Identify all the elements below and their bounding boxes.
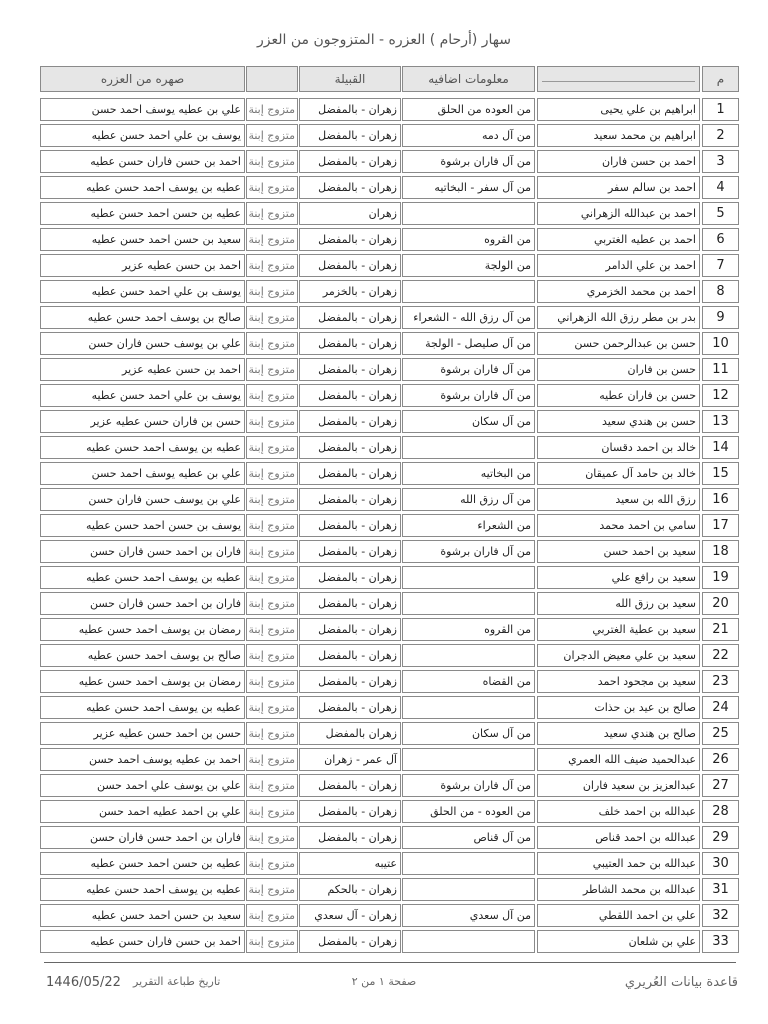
row-name: عبدالعزيز بن سعيد فاران — [537, 774, 700, 797]
row-status: متزوج إبنة — [246, 488, 298, 511]
row-status: متزوج إبنة — [246, 774, 298, 797]
row-name: صالح بن عيد بن حذات — [537, 696, 700, 719]
row-name: سعيد بن احمد حسن — [537, 540, 700, 563]
table-row — [40, 800, 739, 826]
row-info: من آل فاران برشوة — [402, 774, 535, 797]
row-tribe: زهران بالمفضل — [299, 722, 401, 745]
row-inlaw: يوسف بن علي احمد حسن عطيه — [40, 384, 245, 407]
table-row — [40, 878, 739, 904]
row-tribe: زهران - بالمفضل — [299, 410, 401, 433]
row-tribe: زهران - بالمفضل — [299, 384, 401, 407]
row-tribe: زهران — [299, 202, 401, 225]
row-tribe: زهران - بالمفضل — [299, 514, 401, 537]
row-info — [402, 878, 535, 901]
row-status: متزوج إبنة — [246, 358, 298, 381]
row-inlaw: عطيه بن حسن احمد حسن عطيه — [40, 852, 245, 875]
row-info — [402, 930, 535, 953]
row-status: متزوج إبنة — [246, 280, 298, 303]
table-row — [40, 176, 739, 202]
row-status: متزوج إبنة — [246, 618, 298, 641]
table-row — [40, 566, 739, 592]
row-tribe: زهران - بالمفضل — [299, 228, 401, 251]
row-index: 8 — [702, 280, 739, 303]
row-inlaw: عطيه بن يوسف احمد حسن عطيه — [40, 566, 245, 589]
row-inlaw: احمد بن حسن عطيه عزير — [40, 254, 245, 277]
row-info: من آل سفر - البخاتيه — [402, 176, 535, 199]
row-status: متزوج إبنة — [246, 800, 298, 823]
table-row — [40, 618, 739, 644]
table-row — [40, 254, 739, 280]
row-tribe: زهران - آل سعدي — [299, 904, 401, 927]
row-inlaw: فاران بن احمد حسن فاران حسن — [40, 592, 245, 615]
row-name: حسن بن هندي سعيد — [537, 410, 700, 433]
table-row — [40, 930, 739, 956]
row-tribe: زهران - بالمفضل — [299, 332, 401, 355]
row-info: من الشعراء — [402, 514, 535, 537]
row-tribe: زهران - بالمفضل — [299, 592, 401, 615]
row-tribe: زهران - بالمفضل — [299, 436, 401, 459]
table-row — [40, 228, 739, 254]
row-name: حسن بن عبدالرحمن حسن — [537, 332, 700, 355]
row-status: متزوج إبنة — [246, 254, 298, 277]
row-info: من آل سعدي — [402, 904, 535, 927]
row-name: سعيد بن مجحود احمد — [537, 670, 700, 693]
row-name: سعيد بن علي معيض الدجران — [537, 644, 700, 667]
row-index: 20 — [702, 592, 739, 615]
row-name: سعيد بن رافع علي — [537, 566, 700, 589]
row-status: متزوج إبنة — [246, 436, 298, 459]
row-index: 15 — [702, 462, 739, 485]
row-index: 14 — [702, 436, 739, 459]
table-row — [40, 150, 739, 176]
row-name: عبدالله بن احمد قناص — [537, 826, 700, 849]
row-info — [402, 592, 535, 615]
row-tribe: زهران - بالمفضل — [299, 488, 401, 511]
table-row — [40, 436, 739, 462]
table-row — [40, 384, 739, 410]
row-info: من القروه — [402, 618, 535, 641]
row-inlaw: يوسف بن علي احمد حسن عطيه — [40, 280, 245, 303]
table-row — [40, 358, 739, 384]
row-index: 30 — [702, 852, 739, 875]
row-info: من الولجة — [402, 254, 535, 277]
row-name: رزق الله بن سعيد — [537, 488, 700, 511]
table-row — [40, 748, 739, 774]
row-info: من آل سكان — [402, 410, 535, 433]
row-inlaw: احمد بن حسن فاران حسن عطيه — [40, 150, 245, 173]
row-status: متزوج إبنة — [246, 98, 298, 121]
row-name: احمد بن محمد الخزمري — [537, 280, 700, 303]
row-tribe: زهران - بالمفضل — [299, 774, 401, 797]
table-row — [40, 410, 739, 436]
row-name: علي بن احمد اللقطي — [537, 904, 700, 927]
footer-print-date: 1446/05/22 — [46, 975, 121, 990]
row-inlaw: عطيه بن يوسف احمد حسن عطيه — [40, 176, 245, 199]
table-row — [40, 202, 739, 228]
row-index: 33 — [702, 930, 739, 953]
row-info — [402, 566, 535, 589]
table-row — [40, 98, 739, 124]
row-info — [402, 644, 535, 667]
row-status: متزوج إبنة — [246, 150, 298, 173]
row-name: ابراهيم بن محمد سعيد — [537, 124, 700, 147]
row-tribe: آل عمر - زهران — [299, 748, 401, 771]
table-header — [40, 66, 739, 94]
row-tribe: زهران - بالمفضل — [299, 540, 401, 563]
row-tribe: زهران - بالمفضل — [299, 644, 401, 667]
row-inlaw: سعيد بن حسن احمد حسن عطيه — [40, 904, 245, 927]
row-index: 23 — [702, 670, 739, 693]
table-row — [40, 904, 739, 930]
row-name: حسن بن فاران — [537, 358, 700, 381]
row-inlaw: رمضان بن يوسف احمد حسن عطيه — [40, 618, 245, 641]
row-name: سعيد بن عطية الغتربي — [537, 618, 700, 641]
row-index: 22 — [702, 644, 739, 667]
table-row — [40, 592, 739, 618]
footer-divider — [44, 962, 736, 963]
row-tribe: زهران - بالمفضل — [299, 150, 401, 173]
row-status: متزوج إبنة — [246, 332, 298, 355]
row-inlaw: احمد بن حسن فاران حسن عطيه — [40, 930, 245, 953]
row-name: صالح بن هندي سعيد — [537, 722, 700, 745]
row-index: 25 — [702, 722, 739, 745]
row-status: متزوج إبنة — [246, 852, 298, 875]
row-index: 10 — [702, 332, 739, 355]
table-row — [40, 826, 739, 852]
row-inlaw: علي بن يوسف علي احمد حسن — [40, 774, 245, 797]
row-name: عبدالحميد ضيف الله العمري — [537, 748, 700, 771]
row-name: سامي بن احمد محمد — [537, 514, 700, 537]
row-inlaw: عطيه بن يوسف احمد حسن عطيه — [40, 878, 245, 901]
row-status: متزوج إبنة — [246, 514, 298, 537]
row-status: متزوج إبنة — [246, 306, 298, 329]
row-status: متزوج إبنة — [246, 748, 298, 771]
row-index: 4 — [702, 176, 739, 199]
row-index: 7 — [702, 254, 739, 277]
row-status: متزوج إبنة — [246, 592, 298, 615]
row-info — [402, 202, 535, 225]
row-index: 9 — [702, 306, 739, 329]
row-index: 2 — [702, 124, 739, 147]
table-row — [40, 722, 739, 748]
row-inlaw: علي بن يوسف حسن فاران حسن — [40, 332, 245, 355]
row-info: من البخاتيه — [402, 462, 535, 485]
row-inlaw: علي بن عطيه يوسف احمد حسن — [40, 98, 245, 121]
row-name: خالد بن حامد آل عميقان — [537, 462, 700, 485]
row-inlaw: علي بن يوسف حسن فاران حسن — [40, 488, 245, 511]
table-row — [40, 280, 739, 306]
row-info: من القضاه — [402, 670, 535, 693]
table-row — [40, 644, 739, 670]
table-row — [40, 332, 739, 358]
row-tribe: زهران - بالمفضل — [299, 800, 401, 823]
row-info: من آل فاران برشوة — [402, 150, 535, 173]
row-tribe: زهران - بالمفضل — [299, 306, 401, 329]
row-index: 31 — [702, 878, 739, 901]
table-row — [40, 696, 739, 722]
report-title: سهار (أرحام ) العزره - المتزوجون من العزر — [257, 32, 511, 48]
row-name: عبدالله بن محمد الشاطر — [537, 878, 700, 901]
header-tribe: القبيلة — [299, 66, 401, 92]
row-tribe: زهران - بالحكم — [299, 878, 401, 901]
row-index: 6 — [702, 228, 739, 251]
row-name: علي بن شلعان — [537, 930, 700, 953]
table-row — [40, 462, 739, 488]
row-tribe: عتيبه — [299, 852, 401, 875]
row-status: متزوج إبنة — [246, 566, 298, 589]
row-index: 26 — [702, 748, 739, 771]
table-row — [40, 774, 739, 800]
table-row — [40, 306, 739, 332]
row-info — [402, 852, 535, 875]
row-info: من آل سكان — [402, 722, 535, 745]
row-index: 18 — [702, 540, 739, 563]
row-index: 1 — [702, 98, 739, 121]
header-status — [246, 66, 298, 92]
row-tribe: زهران - بالمفضل — [299, 176, 401, 199]
row-index: 3 — [702, 150, 739, 173]
row-inlaw: سعيد بن حسن احمد حسن عطيه — [40, 228, 245, 251]
table-row — [40, 852, 739, 878]
row-name: احمد بن سالم سفر — [537, 176, 700, 199]
row-info — [402, 280, 535, 303]
row-index: 29 — [702, 826, 739, 849]
row-info: من آل فاران برشوة — [402, 384, 535, 407]
row-info: من آل صليصل - الولجة — [402, 332, 535, 355]
row-inlaw: رمضان بن يوسف احمد حسن عطيه — [40, 670, 245, 693]
row-info — [402, 748, 535, 771]
header-info: معلومات اضافيه — [402, 66, 535, 92]
row-index: 17 — [702, 514, 739, 537]
row-inlaw: يوسف بن حسن احمد حسن عطيه — [40, 514, 245, 537]
row-status: متزوج إبنة — [246, 540, 298, 563]
row-info: من آل قناص — [402, 826, 535, 849]
row-tribe: زهران - بالمفضل — [299, 98, 401, 121]
header-name — [537, 66, 700, 92]
row-inlaw: علي بن احمد عطيه احمد حسن — [40, 800, 245, 823]
footer-date-label: تاريخ طباعة التقرير — [133, 975, 221, 988]
row-name: حسن بن فاران عطيه — [537, 384, 700, 407]
row-info: من آل رزق الله - الشعراء — [402, 306, 535, 329]
row-name: بدر بن مطر رزق الله الزهراني — [537, 306, 700, 329]
row-tribe: زهران - بالمفضل — [299, 124, 401, 147]
row-inlaw: فاران بن احمد حسن فاران حسن — [40, 826, 245, 849]
row-status: متزوج إبنة — [246, 904, 298, 927]
row-index: 19 — [702, 566, 739, 589]
row-info: من القروه — [402, 228, 535, 251]
row-inlaw: صالح بن يوسف احمد حسن عطيه — [40, 306, 245, 329]
table-row — [40, 488, 739, 514]
row-inlaw: احمد بن عطيه يوسف احمد حسن — [40, 748, 245, 771]
row-name: احمد بن حسن فاران — [537, 150, 700, 173]
row-status: متزوج إبنة — [246, 462, 298, 485]
row-name: احمد بن عطيه الغتربي — [537, 228, 700, 251]
row-inlaw: احمد بن حسن عطيه عزير — [40, 358, 245, 381]
row-info — [402, 436, 535, 459]
row-name: احمد بن عبدالله الزهراني — [537, 202, 700, 225]
row-inlaw: حسن بن احمد حسن عطيه عزير — [40, 722, 245, 745]
row-tribe: زهران - بالمفضل — [299, 358, 401, 381]
row-index: 16 — [702, 488, 739, 511]
row-info: من العوده من الحلق — [402, 98, 535, 121]
footer-page-number: صفحة ١ من ٢ — [351, 975, 417, 988]
table-body — [40, 98, 739, 956]
row-status: متزوج إبنة — [246, 384, 298, 407]
row-name: احمد بن علي الدامر — [537, 254, 700, 277]
footer-database-name: قاعدة بيانات العُريري — [624, 975, 738, 990]
row-info: من العوده - من الحلق — [402, 800, 535, 823]
row-status: متزوج إبنة — [246, 696, 298, 719]
row-status: متزوج إبنة — [246, 176, 298, 199]
row-info — [402, 696, 535, 719]
table-row — [40, 670, 739, 696]
row-info: من آل دمه — [402, 124, 535, 147]
row-tribe: زهران - بالمفضل — [299, 566, 401, 589]
row-info: من آل فاران برشوة — [402, 540, 535, 563]
row-inlaw: عطيه بن يوسف احمد حسن عطيه — [40, 696, 245, 719]
row-tribe: زهران - بالخزمر — [299, 280, 401, 303]
row-index: 27 — [702, 774, 739, 797]
row-tribe: زهران - بالمفضل — [299, 462, 401, 485]
row-index: 32 — [702, 904, 739, 927]
row-status: متزوج إبنة — [246, 124, 298, 147]
row-index: 12 — [702, 384, 739, 407]
row-name: عبدالله بن احمد خلف — [537, 800, 700, 823]
row-inlaw: علي بن عطيه يوسف احمد حسن — [40, 462, 245, 485]
header-index: م — [702, 66, 739, 92]
row-status: متزوج إبنة — [246, 644, 298, 667]
row-status: متزوج إبنة — [246, 722, 298, 745]
row-index: 28 — [702, 800, 739, 823]
table-row — [40, 540, 739, 566]
row-index: 13 — [702, 410, 739, 433]
row-index: 5 — [702, 202, 739, 225]
records-table — [40, 66, 739, 956]
row-tribe: زهران - بالمفضل — [299, 670, 401, 693]
row-inlaw: يوسف بن علي احمد حسن عطيه — [40, 124, 245, 147]
row-name: عبدالله بن حمد العتيبي — [537, 852, 700, 875]
row-tribe: زهران - بالمفضل — [299, 930, 401, 953]
row-index: 11 — [702, 358, 739, 381]
row-inlaw: صالح بن يوسف احمد حسن عطيه — [40, 644, 245, 667]
row-tribe: زهران - بالمفضل — [299, 696, 401, 719]
row-info: من آل فاران برشوة — [402, 358, 535, 381]
row-index: 21 — [702, 618, 739, 641]
row-tribe: زهران - بالمفضل — [299, 826, 401, 849]
row-inlaw: عطيه بن يوسف احمد حسن عطيه — [40, 436, 245, 459]
row-tribe: زهران - بالمفضل — [299, 618, 401, 641]
table-row — [40, 124, 739, 150]
row-status: متزوج إبنة — [246, 410, 298, 433]
row-name: خالد بن احمد دقسان — [537, 436, 700, 459]
row-index: 24 — [702, 696, 739, 719]
row-status: متزوج إبنة — [246, 878, 298, 901]
row-status: متزوج إبنة — [246, 670, 298, 693]
row-inlaw: فاران بن احمد حسن فاران حسن — [40, 540, 245, 563]
row-status: متزوج إبنة — [246, 202, 298, 225]
row-status: متزوج إبنة — [246, 930, 298, 953]
row-name: سعيد بن رزق الله — [537, 592, 700, 615]
row-info: من آل رزق الله — [402, 488, 535, 511]
table-row — [40, 514, 739, 540]
row-inlaw: حسن بن فاران حسن عطيه عزير — [40, 410, 245, 433]
row-inlaw: عطيه بن حسن احمد حسن عطيه — [40, 202, 245, 225]
row-status: متزوج إبنة — [246, 826, 298, 849]
row-tribe: زهران - بالمفضل — [299, 254, 401, 277]
row-status: متزوج إبنة — [246, 228, 298, 251]
header-inlaw: صهره من العزره — [40, 66, 245, 92]
row-name: ابراهيم بن علي يحيى — [537, 98, 700, 121]
header-name-underline — [542, 81, 695, 82]
